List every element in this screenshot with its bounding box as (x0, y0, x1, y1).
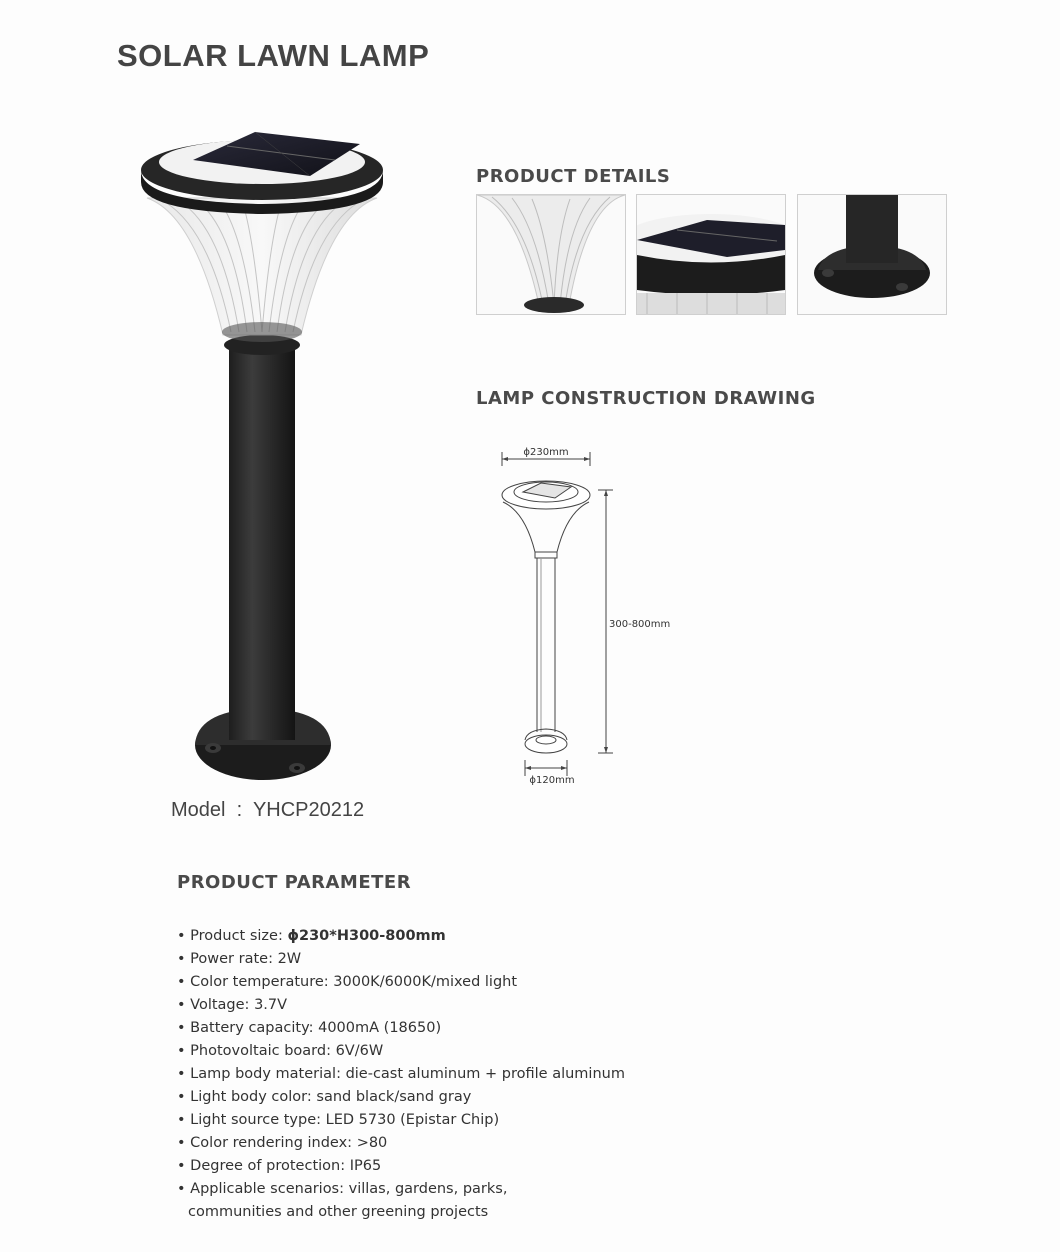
detail-image-base (797, 194, 947, 315)
height-label: 300-800mm (609, 619, 671, 630)
bullet: • (177, 1043, 191, 1059)
product-details-heading: PRODUCT DETAILS (476, 166, 671, 187)
page-title: SOLAR LAWN LAMP (117, 38, 430, 73)
parameter-label: Degree of protection: (190, 1158, 346, 1174)
parameter-value: LED 5730 (Epistar Chip) (325, 1112, 500, 1128)
parameter-label: Light body color: (190, 1089, 312, 1105)
bullet: • (177, 974, 191, 990)
parameter-item (177, 1063, 625, 1086)
bullet: • (177, 928, 191, 944)
parameter-item (177, 925, 625, 948)
parameter-value: 2W (277, 951, 302, 967)
parameter-item (177, 1155, 625, 1178)
bullet: • (177, 1135, 191, 1151)
lamp-product-image (135, 120, 395, 785)
parameter-label: Product size: (190, 928, 283, 944)
parameter-label: Battery capacity: (190, 1020, 314, 1036)
bullet: • (177, 1158, 191, 1174)
parameter-value: >80 (356, 1135, 388, 1151)
bullet: • (177, 1181, 191, 1197)
parameter-label: Power rate: (190, 951, 273, 967)
parameter-item (177, 1086, 625, 1109)
parameter-value-continuation: communities and other greening projects (188, 1204, 489, 1220)
detail-image-solar-panel (636, 194, 786, 315)
bullet: • (177, 1066, 191, 1082)
parameter-value: 6V/6W (335, 1043, 384, 1059)
construction-drawing (495, 440, 695, 790)
parameter-value: sand black/sand gray (316, 1089, 472, 1105)
parameter-item (177, 1132, 625, 1155)
parameter-label: Color temperature: (190, 974, 329, 990)
parameter-item (177, 948, 625, 971)
parameter-item (177, 1178, 625, 1224)
model-prefix: YH (252, 799, 281, 821)
model-separator: : (236, 799, 243, 821)
parameter-item (177, 1017, 625, 1040)
parameter-label: Voltage: (190, 997, 250, 1013)
construction-drawing-heading: LAMP CONSTRUCTION DRAWING (476, 388, 816, 409)
parameter-label: Photovoltaic board: (190, 1043, 331, 1059)
parameter-value: 3.7V (254, 997, 288, 1013)
parameter-list (177, 925, 625, 1224)
model-code: CP20212 (280, 799, 365, 821)
parameter-label: Color rendering index: (190, 1135, 353, 1151)
model-label: Model (171, 799, 226, 821)
parameter-value: 4000mA (18650) (318, 1020, 442, 1036)
parameter-value: ϕ230*H300-800mm (287, 928, 446, 944)
parameter-value: villas, gardens, parks, (348, 1181, 508, 1197)
parameter-item (177, 1040, 625, 1063)
bullet: • (177, 1112, 191, 1128)
model-number (171, 799, 364, 822)
parameter-value: IP65 (349, 1158, 382, 1174)
product-parameter-heading: PRODUCT PARAMETER (177, 872, 412, 893)
parameter-label: Light source type: (190, 1112, 322, 1128)
parameter-item (177, 971, 625, 994)
parameter-item (177, 1109, 625, 1132)
bullet: • (177, 997, 191, 1013)
bullet: • (177, 1020, 191, 1036)
parameter-value: die-cast aluminum + profile aluminum (345, 1066, 625, 1082)
parameter-value: 3000K/6000K/mixed light (333, 974, 518, 990)
base-diameter-label: ϕ120mm (529, 775, 575, 786)
top-diameter-label: ϕ230mm (523, 447, 569, 458)
parameter-item (177, 994, 625, 1017)
parameter-label: Applicable scenarios: (190, 1181, 345, 1197)
parameter-label: Lamp body material: (190, 1066, 341, 1082)
detail-image-diffuser (476, 194, 626, 315)
bullet: • (177, 1089, 191, 1105)
bullet: • (177, 951, 191, 967)
